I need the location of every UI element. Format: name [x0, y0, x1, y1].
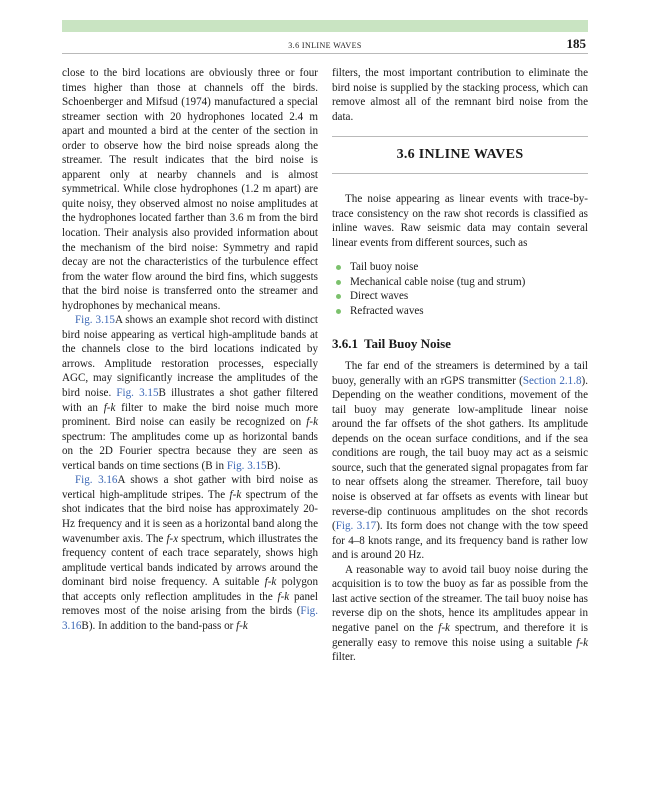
figure-link[interactable]: Fig. 3.15: [116, 387, 159, 400]
text-run: A shows a shot gather with bird noise as vertical high-amplitude stripes. The: [62, 474, 318, 501]
paragraph: [62, 473, 318, 633]
left-column: [62, 66, 318, 633]
text-run: spectrum: The amplitudes come up as horizontal bands on the 2D Fourier spectra because they are seen as vertical bands on time sections (B in: [62, 430, 318, 472]
paragraph: close to the bird locations are obviously three or four times higher than those at channels off the birds. Schoenberger and Mifsud (1974) manufactured a special streamer section with 20 hydrophones located 2.4 m apart and mounted a bird at the center of the section in order to observe how the bird noise spreads along the streamer. The result indicates that the bird noise is apparent only at nearby channels and is almost symmetrical. While close hydrophones (1.2 m apart) are quite noisy, they observed almost no noise amplitudes at the hydrophones located farther than 3.6 m from the bird location. Their analysis also provided information about the mechanism of the bird noise: Symmetry and rapid decay are not the characteristics of the turbulence effect from the water flow around the bird fins, which suggests that the bird noise is transferred onto the streamer and hydrophones by mechanical means.: [62, 67, 318, 312]
text-run: The far end of the streamers is determined by a tail buoy, generally with an rGPS transmitter (: [332, 360, 588, 387]
italic-term: f-k: [103, 401, 116, 414]
figure-link[interactable]: Fig. 3.16: [62, 605, 318, 632]
text-run: ). Its form does not change with the tow speed for 4–8 knots range, and its frequency band is rather low and is around 20 Hz.: [332, 520, 588, 562]
bullet-list: [332, 260, 588, 318]
italic-term: f-k: [236, 619, 248, 632]
list-item-text: Direct waves: [350, 290, 409, 303]
italic-term: f-k: [438, 621, 450, 634]
italic-term: f-k: [264, 576, 277, 589]
paragraph: filters, the most important contribution to eliminate the bird noise is supplied by the stacking process, which can remove almost all of the remnant bird noise from the data.: [332, 67, 588, 123]
bullet-icon: [336, 265, 341, 270]
paragraph: The noise appearing as linear events with trace-by-trace consistency on the raw shot records is classified as inline waves. Raw seismic data may contain several linear events from different sources, such as: [332, 193, 588, 249]
list-item-text: Tail buoy noise: [350, 261, 419, 274]
text-run: A shows an example shot record with distinct bird noise appearing as vertical high-amplitude bands at the channels close to the bird locations indicated by arrows. Amplitude restoration processes, especially AGC, may significantly increase the amplitudes of the bird noise.: [62, 314, 319, 400]
italic-term: f-k: [306, 416, 318, 429]
list-item-text: Refracted waves: [350, 305, 424, 318]
paragraph: [332, 563, 588, 665]
list-item: [336, 275, 588, 290]
section-title: 3.6 INLINE WAVES: [396, 147, 524, 163]
figure-link[interactable]: Fig. 3.15: [75, 314, 115, 327]
figure-link[interactable]: Fig. 3.16: [75, 474, 118, 487]
right-column: [332, 66, 588, 665]
subsection-number: 3.6.1: [332, 335, 358, 351]
list-item: [336, 260, 588, 275]
section-link[interactable]: Section 2.1.8: [522, 374, 582, 387]
text-run: ). Depending on the weather conditions, movement of the tail buoy may generate low-amplitude linear noise around the far offsets of the shot gathers. Its amplitude depends on the ocean surface conditions, and if the sea conditions are rough, the tail buoy may act as a seismic source, such that the generated signal propagates from far to near offsets along the streamer. Therefore, tail buoy noise is observed at far offsets as events with linear but reverse-dip continuous amplitudes on the shot records (: [332, 374, 588, 533]
section-heading-box: [332, 136, 588, 174]
text-run: spectrum, and therefore it is generally easy to remove this noise using a suitable: [332, 621, 588, 649]
bullet-icon: [336, 309, 341, 314]
subsection-heading: [332, 337, 588, 352]
paragraph: [62, 313, 318, 473]
text-run: B illustrates a shot gather filtered with an: [62, 387, 319, 414]
italic-term: f-k: [277, 590, 290, 603]
list-item: [336, 289, 588, 304]
text-run: A reasonable way to avoid tail buoy noise during the acquisition is to tow the buoy as far as possible from the last active section of the streamer. The tail buoy noise has reverse dip on the shots, hence its amplitudes appear in negative panel on the: [332, 563, 588, 634]
page-header: [62, 20, 588, 54]
list-item-text: Mechanical cable noise (tug and strum): [350, 275, 526, 288]
text-run: filter.: [332, 651, 356, 664]
list-item: [336, 304, 588, 319]
paragraph: [332, 359, 588, 563]
running-title: 3.6 INLINE WAVES: [288, 41, 362, 50]
subsection-title: Tail Buoy Noise: [364, 335, 451, 351]
text-run: panel removes most of the noise arising from the birds (: [62, 590, 318, 618]
text-run: B).: [266, 459, 281, 472]
bullet-icon: [336, 294, 341, 299]
italic-term: f-x: [166, 532, 179, 545]
bullet-icon: [336, 280, 341, 285]
page-number: 185: [566, 36, 586, 51]
text-run: spectrum of the shot indicates that the bird noise has approximately 20-Hz frequency and it is seen as a horizontal band along the wavenumber axis. The: [62, 488, 318, 545]
text-run: filter to make the bird noise much more prominent. Bird noise can easily be recognized on: [62, 401, 318, 429]
figure-link[interactable]: Fig. 3.17: [335, 520, 377, 533]
figure-link[interactable]: Fig. 3.15: [226, 459, 267, 472]
italic-term: f-k: [576, 636, 588, 649]
text-run: polygon that accepts only reflection amplitudes in the: [62, 576, 318, 603]
italic-term: f-k: [229, 488, 242, 501]
text-run: spectrum, which illustrates the frequency content of each trace separately, shows high amplitude vertical bands indicated by arrows around the dominant bird noise frequency. A suitable: [62, 532, 318, 589]
text-run: B). In addition to the band-pass or: [81, 619, 237, 632]
